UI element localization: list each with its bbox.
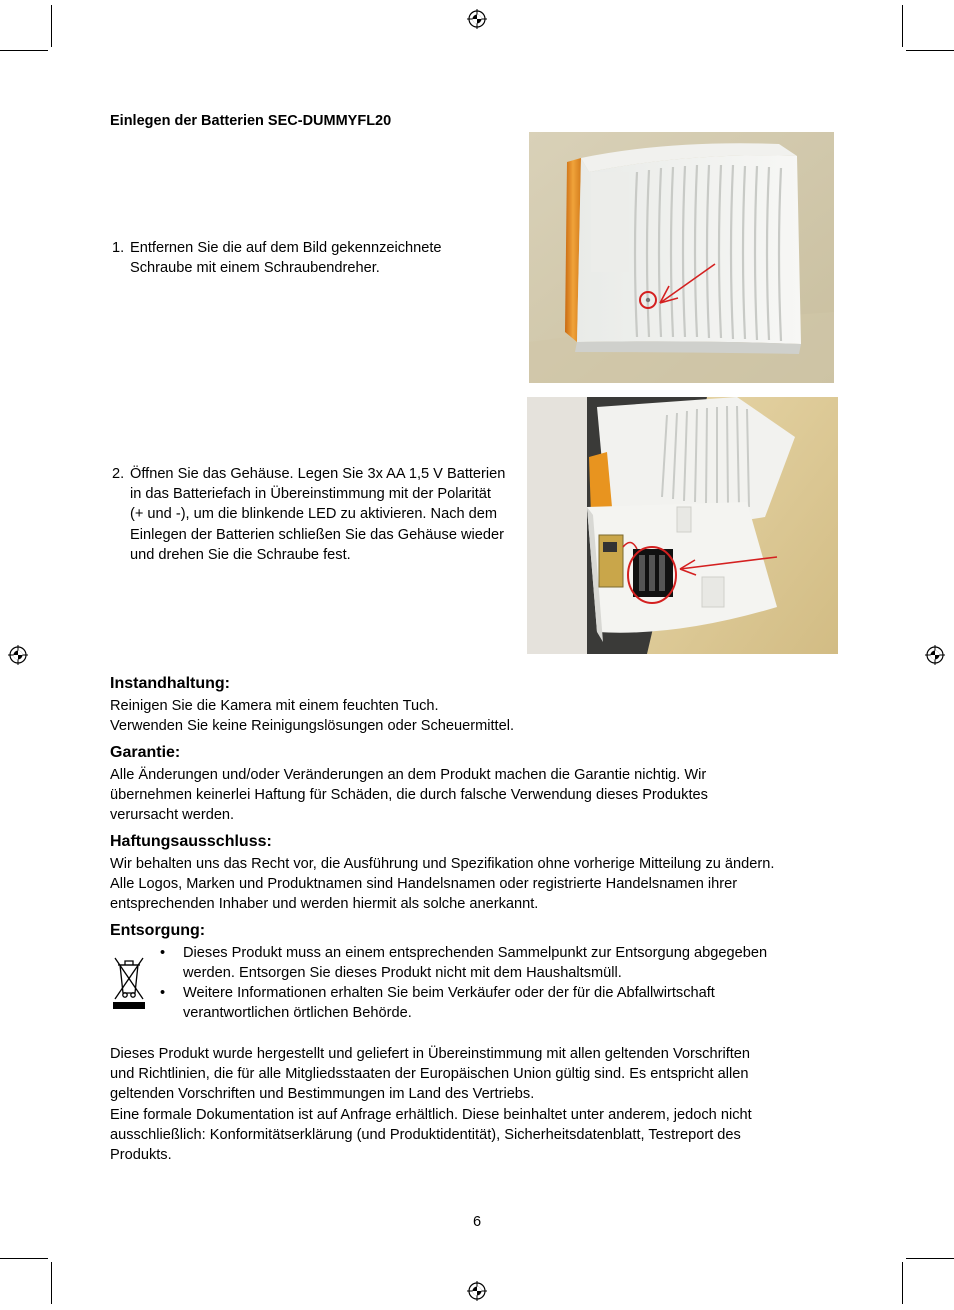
conformity-text [110, 1044, 752, 1165]
photo-open-housing [527, 397, 838, 654]
text-line: verantwortlichen örtlichen Behörde. [183, 1005, 412, 1022]
registration-mark-icon [467, 1281, 487, 1301]
text-line: Eine formale Dokumentation ist auf Anfrage erhältlich. Diese beinhaltet unter anderem, jedoch nicht [110, 1106, 752, 1123]
crop-mark [51, 5, 52, 47]
disposal-heading: Entsorgung: [110, 922, 206, 939]
weee-bin-icon [110, 953, 148, 1011]
crop-mark [0, 1258, 48, 1259]
text-line: Reinigen Sie die Kamera mit einem feuchten Tuch. [110, 698, 439, 714]
step-text: Entfernen Sie die auf dem Bild gekennzeichnete Schraube mit einem Schraubendreher. [130, 240, 442, 277]
photo-closed-housing [529, 132, 834, 383]
text-line: übernehmen keinerlei Haftung für Schäden, die durch falsche Verwendung dieses Produktes [110, 787, 708, 804]
text-line: Alle Logos, Marken und Produktnamen sind Handelsnamen oder registrierte Handelsnamen ihrer [110, 876, 738, 893]
disposal-bullet-1 [160, 943, 850, 983]
step-number: 1. [112, 240, 125, 256]
text-line: werden. Entsorgen Sie dieses Produkt nicht mit dem Haushaltsmüll. [183, 965, 622, 982]
text-line: verursacht werden. [110, 807, 235, 824]
registration-mark-icon [8, 645, 28, 665]
bullet-icon: • [160, 985, 166, 1001]
step-2 [112, 464, 507, 565]
warranty-text [110, 765, 708, 826]
disclaimer-heading: Haftungsausschluss: [110, 833, 272, 850]
text-line: Dieses Produkt muss an einem entsprechenden Sammelpunkt zur Entsorgung abgegeben [183, 945, 768, 961]
step-1 [112, 238, 502, 278]
disclaimer-text [110, 854, 774, 915]
crop-mark [902, 1262, 903, 1304]
maintenance-heading: Instandhaltung: [110, 675, 230, 692]
crop-mark [902, 5, 903, 47]
text-line: und Richtlinien, die für alle Mitgliedsstaaten der Europäischen Union gültig sind. Es entspricht allen [110, 1066, 749, 1083]
crop-mark [51, 1262, 52, 1304]
text-line: Wir behalten uns das Recht vor, die Ausführung und Spezifikation ohne vorherige Mitteilung zu ändern. [110, 856, 775, 872]
step-text: Öffnen Sie das Gehäuse. Legen Sie 3x AA 1,5 V Batterien in das Batteriefach in Übereinstimmung mit der Polarität (+ und -), um die blinkende LED zu aktivieren. Nach dem Einlegen der Batterien schließen Sie das Gehäuse wieder und drehen Sie die Schraube fest. [130, 466, 506, 563]
warranty-heading: Garantie: [110, 744, 181, 761]
page-number: 6 [472, 1214, 482, 1230]
section-title: Einlegen der Batterien SEC-DUMMYFL20 [110, 113, 392, 129]
text-line: geltenden Vorschriften und Bestimmungen im Land des Vertriebs. [110, 1086, 535, 1103]
text-line: Dieses Produkt wurde hergestellt und geliefert in Übereinstimmung mit allen geltenden Vorschriften [110, 1046, 751, 1062]
step-number: 2. [112, 466, 125, 482]
text-line: Alle Änderungen und/oder Veränderungen an dem Produkt machen die Garantie nichtig. Wir [110, 767, 707, 783]
crop-mark [0, 50, 48, 51]
registration-mark-icon [925, 645, 945, 665]
maintenance-text [110, 696, 514, 736]
text-line: ausschließlich: Konformitätserklärung (und Produktidentität), Sicherheitsdatenblatt, Testreport des [110, 1126, 741, 1143]
registration-mark-icon [467, 9, 487, 29]
text-line: Verwenden Sie keine Reinigungslösungen oder Scheuermittel. [110, 718, 515, 735]
text-line: Produkts. [110, 1147, 172, 1164]
disposal-bullet-2 [160, 983, 850, 1023]
crop-mark [906, 1258, 954, 1259]
bullet-icon: • [160, 945, 166, 961]
text-line: Weitere Informationen erhalten Sie beim Verkäufer oder der für die Abfallwirtschaft [183, 985, 715, 1001]
crop-mark [906, 50, 954, 51]
text-line: entsprechenden Inhaber und werden hiermit als solche anerkannt. [110, 896, 539, 913]
